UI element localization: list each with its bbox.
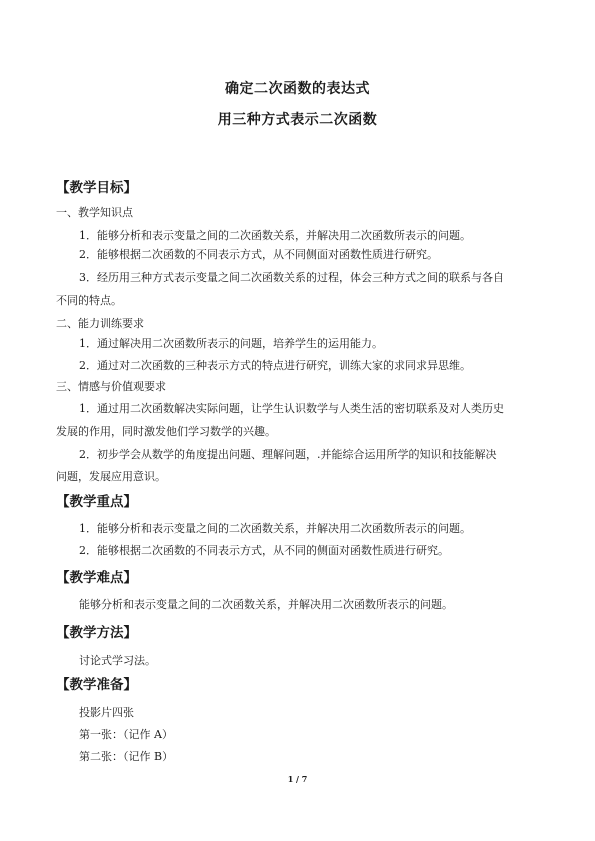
section-heading-method: 【教学方法】 <box>56 625 137 641</box>
goals-part1-item2: 2．能够根据二次函数的不同表示方式，从不同侧面对函数性质进行研究。 <box>79 248 438 261</box>
difficulty-item1: 能够分析和表示变量之间的二次函数关系，并解决用二次函数所表示的问题。 <box>79 598 453 611</box>
page-number: 1 / 7 <box>287 774 308 784</box>
goals-part1-item1: 1．能够分析和表示变量之间的二次函数关系，并解决用二次函数所表示的问题。 <box>79 229 471 242</box>
goals-part2-label: 二、能力训练要求 <box>56 317 144 330</box>
document-title: 确定二次函数的表达式 <box>225 81 370 97</box>
section-heading-preparation: 【教学准备】 <box>56 677 137 693</box>
preparation-item2: 第一张：（记作 A） <box>79 728 173 741</box>
goals-part3-item1-line1: 1．通过用二次函数解决实际问题，让学生认识数学与人类生活的密切联系及对人类历史 <box>79 402 504 415</box>
focus-item1: 1．能够分析和表示变量之间的二次函数关系，并解决用二次函数所表示的问题。 <box>79 522 471 535</box>
section-heading-goals: 【教学目标】 <box>56 180 137 196</box>
goals-part1-item3-line2: 不同的特点。 <box>56 294 122 307</box>
section-heading-difficulty: 【教学难点】 <box>56 570 137 586</box>
method-item1: 讨论式学习法。 <box>79 654 156 667</box>
goals-part1-item3-line1: 3．经历用三种方式表示变量之间二次函数关系的过程，体会三种方式之间的联系与各自 <box>79 271 504 284</box>
goals-part3-item2-line1: 2．初步学会从数学的角度提出问题、理解问题，.并能综合运用所学的知识和技能解决 <box>79 448 497 461</box>
document-subtitle: 用三种方式表示二次函数 <box>217 112 378 128</box>
goals-part2-item2: 2．通过对二次函数的三种表示方式的特点进行研究，训练大家的求同求异思维。 <box>79 359 471 372</box>
preparation-item3: 第二张：（记作 B） <box>79 750 174 763</box>
goals-part1-label: 一、教学知识点 <box>56 206 133 219</box>
focus-item2: 2．能够根据二次函数的不同表示方式，从不同的侧面对函数性质进行研究。 <box>79 544 449 557</box>
goals-part3-label: 三、情感与价值观要求 <box>56 380 166 393</box>
goals-part3-item2-line2: 问题，发展应用意识。 <box>56 470 166 483</box>
goals-part2-item1: 1．通过解决用二次函数所表示的问题，培养学生的运用能力。 <box>79 337 383 350</box>
section-heading-focus: 【教学重点】 <box>56 494 137 510</box>
goals-part3-item1-line2: 发展的作用，同时激发他们学习数学的兴趣。 <box>56 425 276 438</box>
preparation-item1: 投影片四张 <box>79 706 134 719</box>
